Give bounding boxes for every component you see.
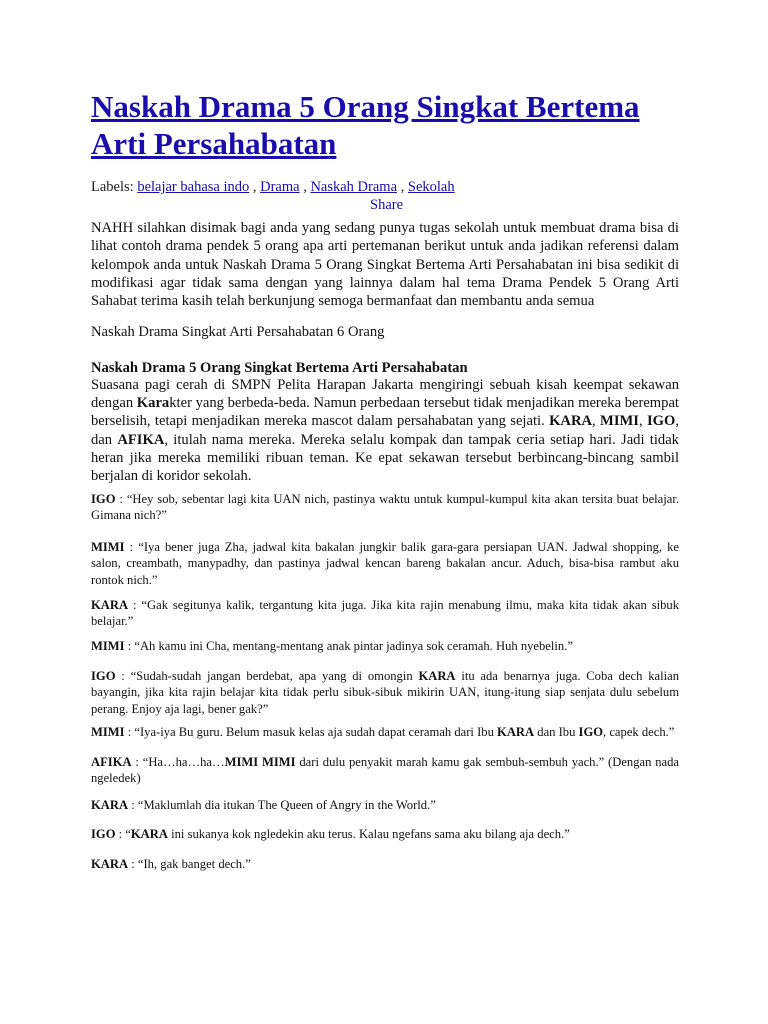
section-heading: Naskah Drama 5 Orang Singkat Bertema Arti Persahabatan [91,360,468,376]
story-text: , [592,413,601,430]
dialogue-line [91,856,679,872]
dialogue-text: dari dulu penyakit marah kamu gak sembuh-sembuh yach.” (Dengan nada ngeledek) [91,755,679,786]
speaker-name: MIMI [91,725,125,739]
label-separator: , [252,179,257,195]
label-link-sekolah[interactable]: Sekolah [407,179,455,195]
dialogue-text: : “Maklumlah dia itukan The Queen of Angry in the World.” [128,798,436,812]
story-text: , [638,413,647,430]
speaker-name: IGO [91,669,116,683]
subtitle-line: Naskah Drama Singkat Arti Persahabatan 6 Orang [91,324,385,340]
labels-line [91,178,691,196]
character-name: KARA [130,827,168,841]
dialogue-text: : “Gak segitunya kalik, tergantung kita juga. Jika kita rajin menabung ilmu, maka kita tidak akan sibuk belajar.” [91,598,679,629]
dialogue-line [91,826,679,842]
label-link-naskah-drama[interactable]: Naskah Drama [310,179,397,195]
dialogue-line [91,638,679,654]
dialogue-text: : “Ah kamu ini Cha, mentang-mentang anak pintar jadinya sok ceramah. Huh nyebelin.” [124,639,573,653]
speaker-name: MIMI [91,540,125,554]
dialogue-text: : “Hey sob, sebentar lagi kita UAN nich, pastinya waktu untuk kumpul-kumpul kita akan tersita buat belajar. Gimana nich?” [91,492,679,523]
label-link-belajar-bahasa-indo[interactable]: belajar bahasa indo [137,179,250,195]
character-name: MIMI [600,413,639,430]
speaker-name: AFIKA [91,755,132,769]
share-link[interactable]: Share [370,197,404,213]
story-text: , dan [91,413,680,448]
story-text: Suasana pagi cerah di SMPN Pelita Harapan Jakarta mengiringi sebuah kisah keempat sekawan dengan [91,377,679,412]
speaker-name: IGO [91,492,116,506]
story-paragraph [91,376,679,485]
dialogue-line [91,754,679,787]
dialogue-line [91,724,679,740]
dialogue-text: ini sukanya kok ngledekin aku terus. Kalau ngefans sama aku bilang aja dech.” [167,827,570,841]
dialogue-text: , capek dech.” [603,725,675,739]
labels-prefix: Labels: [91,179,134,195]
character-name: AFIKA [117,431,165,448]
dialogue-text: : “Iya-iya Bu guru. Belum masuk kelas aja sudah dapat ceramah dari Ibu [124,725,498,739]
character-name: KARA [418,669,456,683]
character-name: KARA [549,413,593,430]
story-text: kter yang berbeda-beda. Namun perbedaan tersebut tidak menjadikan mereka berempat berselisih, tetapi menjadikan mereka mascot dalam persahabatan yang sejati. [91,395,679,430]
intro-paragraph: NAHH silahkan disimak bagi anda yang sedang punya tugas sekolah untuk membuat drama bisa di lihat contoh drama pendek 5 orang apa arti pertemanan berikut untuk anda jadikan referensi dalam kelompok anda untuk Naskah Drama 5 Orang Singkat Bertema Arti Persahabatan ini bisa sedikit di modifikasi agar tidak sama dengan yang lainnya dalam hal tema Drama Pendek 5 Orang Arti Sahabat terima kasih telah berkunjung semoga bermanfaat dan membantu anda semua [91,220,679,310]
dialogue-line [91,797,679,813]
dialogue-text: : “Ih, gak banget dech.” [128,857,251,871]
dialogue-text: : “Sudah-sudah jangan berdebat, apa yang di omongin [115,669,419,683]
story-bold-text: Kara [136,395,170,412]
dialogue-line [91,491,679,524]
story-text: , itulah nama mereka. Mereka selalu kompak dan tampak ceria setiap hari. Jadi tidak heran jika mereka memiliki ribuan teman. Ke epat sekawan tersebut berbincang-bincang sambil berjalan di koridor sekolah. [91,431,679,485]
speaker-name: KARA [91,798,129,812]
dialogue-text: itu ada benarnya juga. Coba dech kalian bayangin, jika kita rajin belajar kita tidak perlu sibuk-sibuk mikirin UAN, itung-itung siap senjata dulu sebelum perang. Enjoy aja lagi, bener gak?” [91,669,679,716]
dialogue-line [91,668,679,717]
dialogue-line [91,539,679,588]
dialogue-line [91,597,679,630]
dialogue-text: : “Iya bener juga Zha, jadwal kita bakalan jungkir balik gara-gara persiapan UAN. Jadwal shopping, ke salon, creambath, manypadhy, dan pastinya jadwal kencan bareng bakalan ancur. Aduch, bisa-bisa rambut aku rontok nich.” [91,540,679,587]
speaker-name: KARA [91,598,129,612]
dialogue-text: : “ [115,827,131,841]
dialogue-text: dan Ibu [534,725,579,739]
character-name: IGO [578,725,604,739]
speaker-name: IGO [91,827,116,841]
dialogue-text: : “Ha…ha…ha… [131,755,225,769]
character-name: KARA [497,725,535,739]
label-separator: , [303,179,307,195]
speaker-name: KARA [91,857,129,871]
post-title[interactable]: Naskah Drama 5 Orang Singkat Bertema Arti Persahabatan [91,89,640,161]
character-name: IGO [646,413,676,430]
character-name: MIMI MIMI [224,755,296,769]
speaker-name: MIMI [91,639,125,653]
label-link-drama[interactable]: Drama [260,179,300,195]
label-separator: , [400,179,405,195]
